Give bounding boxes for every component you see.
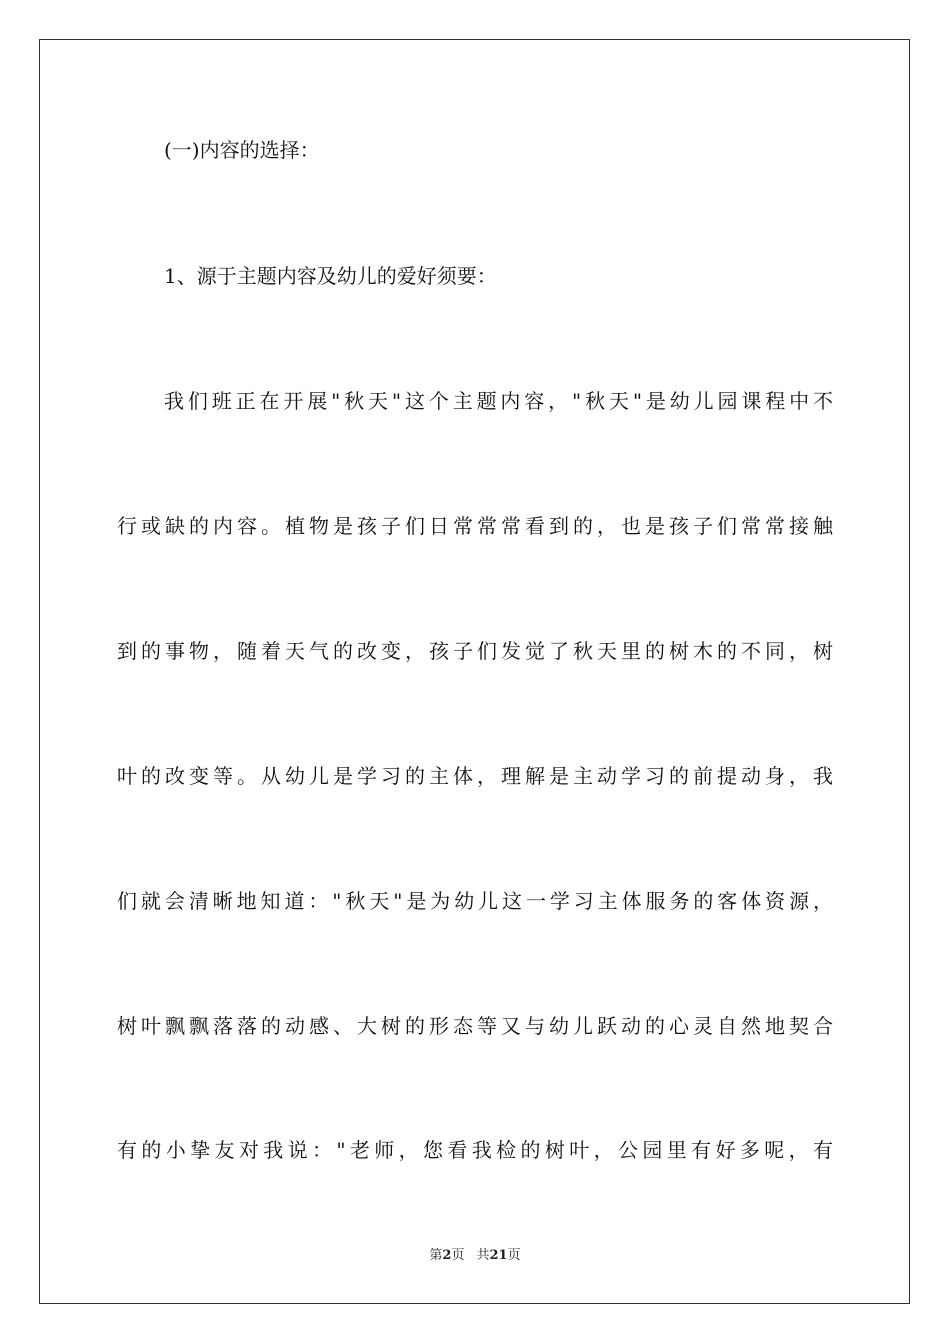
subsection-heading: 1、源于主题内容及幼儿的爱好须要： [164, 264, 497, 288]
footer-total-suffix: 页 [507, 1248, 521, 1263]
footer-page-prefix: 第 [429, 1248, 443, 1263]
footer-page-number: 2 [442, 1248, 452, 1263]
paragraph-line: 到的事物，随着天气的改变，孩子们发觉了秋天里的树木的不同，树 [117, 639, 833, 663]
footer-total-pages: 21 [489, 1248, 508, 1263]
page-border [39, 39, 910, 1304]
paragraph-line: 们就会清晰地知道："秋天"是为幼儿这一学习主体服务的客体资源， [117, 889, 833, 913]
section-heading: (一)内容的选择： [164, 138, 320, 162]
paragraph-line: 行或缺的内容。植物是孩子们日常常常看到的，也是孩子们常常接触 [117, 514, 833, 538]
paragraph-line: 叶的改变等。从幼儿是学习的主体，理解是主动学习的前提动身，我 [117, 764, 833, 788]
paragraph-line: 有的小挚友对我说："老师，您看我检的树叶，公园里有好多呢，有 [117, 1138, 833, 1162]
page-footer [0, 1248, 950, 1264]
footer-page-suffix: 页 [451, 1248, 465, 1263]
paragraph-line: 树叶飘飘落落的动感、大树的形态等又与幼儿跃动的心灵自然地契合 [117, 1014, 833, 1038]
footer-total-prefix: 共 [476, 1248, 490, 1263]
paragraph-line: 我们班正在开展"秋天"这个主题内容，"秋天"是幼儿园课程中不 [164, 389, 833, 413]
